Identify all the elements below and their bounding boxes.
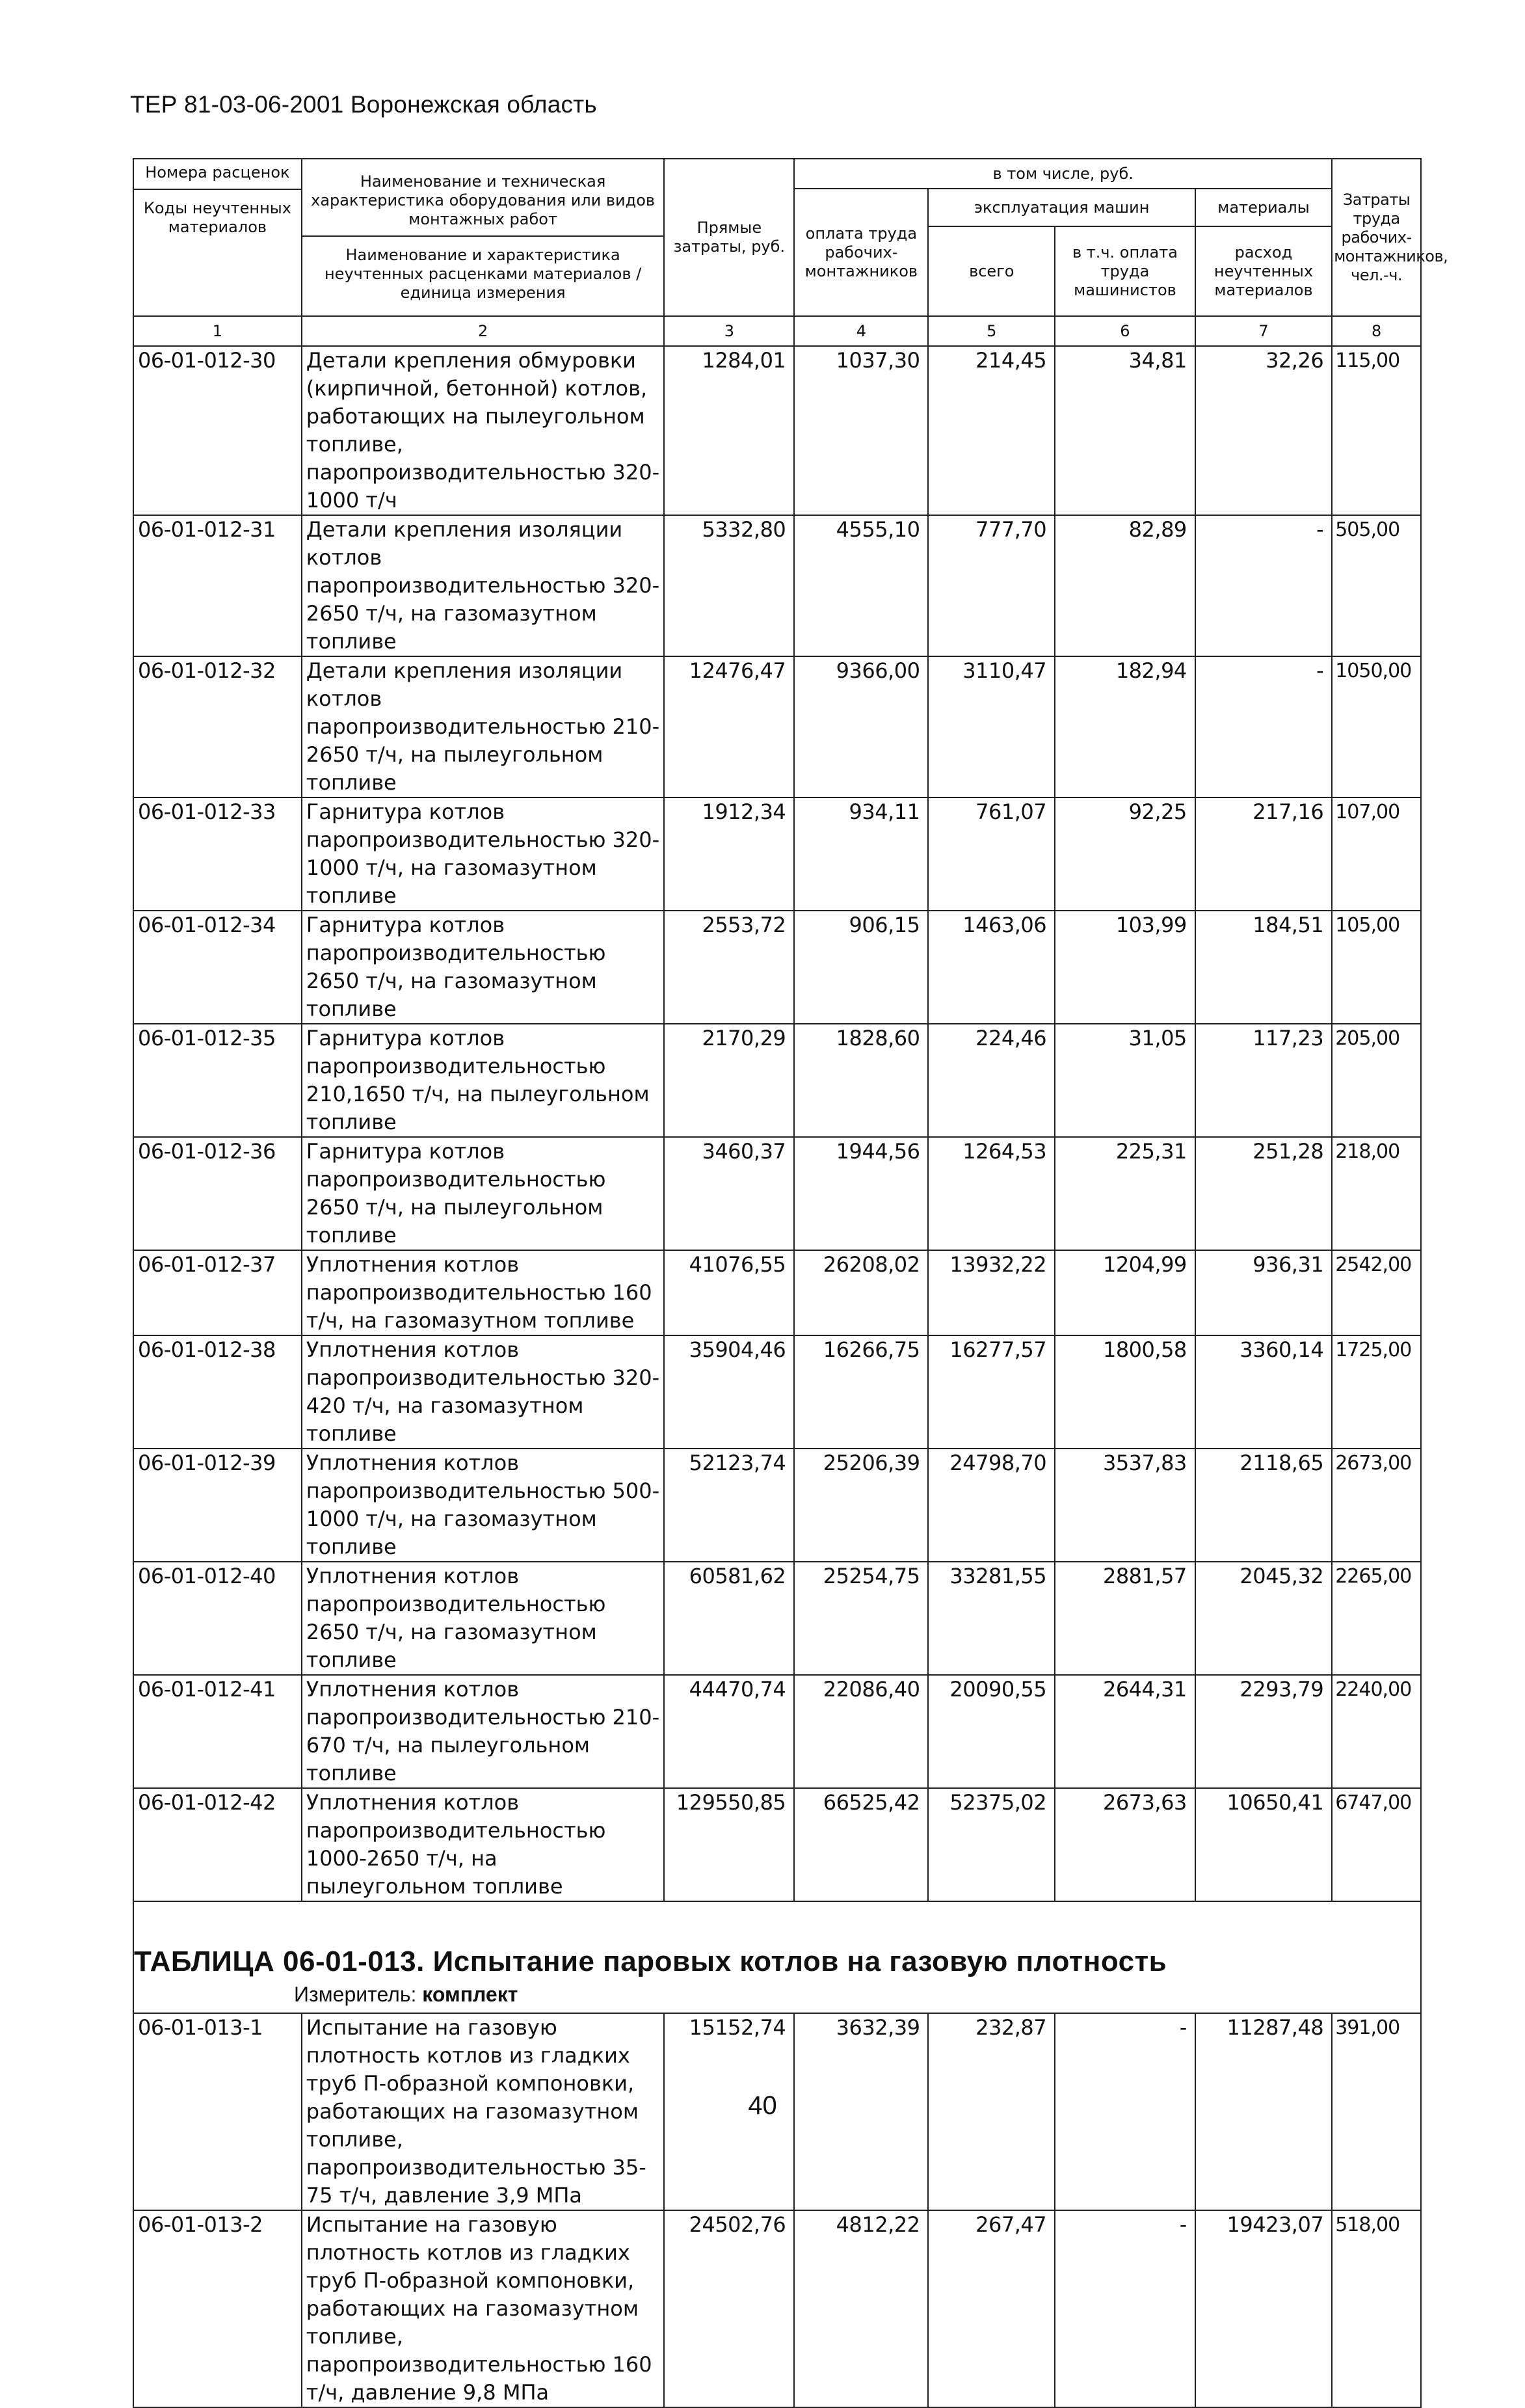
document-header: ТЕР 81-03-06-2001 Воронежская область xyxy=(130,91,597,118)
materials-cost: - xyxy=(1195,515,1332,656)
worker-pay: 66525,42 xyxy=(794,1788,928,1901)
section-title-block xyxy=(133,1901,1421,2013)
materials-cost: 251,28 xyxy=(1195,1137,1332,1250)
materials-cost: 19423,07 xyxy=(1195,2210,1332,2407)
machines-total: 214,45 xyxy=(928,346,1055,515)
column-number: 8 xyxy=(1332,316,1421,346)
rate-code: 06-01-012-31 xyxy=(133,515,302,656)
worker-pay: 26208,02 xyxy=(794,1250,928,1335)
work-description: Гарнитура котлов паропроизводительностью 320-1000 т/ч, на газомазутном топливе xyxy=(302,797,665,911)
table-header xyxy=(133,159,1448,346)
operator-pay: - xyxy=(1055,2210,1195,2407)
materials-cost: 11287,48 xyxy=(1195,2013,1332,2210)
header-material-codes: Коды неучтенных материалов xyxy=(143,199,291,236)
header-work-name: Наименование и техническая характеристика оборудования или видов монтажных работ xyxy=(302,168,664,237)
operator-pay: 3537,83 xyxy=(1055,1449,1195,1562)
header-materials: материалы xyxy=(1195,189,1332,226)
direct-costs: 2170,29 xyxy=(664,1024,794,1137)
operator-pay: 2644,31 xyxy=(1055,1675,1195,1788)
operator-pay: 182,94 xyxy=(1055,656,1195,797)
labor-hours: 6747,00 xyxy=(1332,1788,1421,1901)
rate-code: 06-01-012-40 xyxy=(133,1562,302,1675)
labor-hours: 2673,00 xyxy=(1332,1449,1421,1562)
materials-cost: 184,51 xyxy=(1195,911,1332,1024)
work-description: Уплотнения котлов паропроизводительностью 2650 т/ч, на газомазутном топливе xyxy=(302,1562,665,1675)
rate-code: 06-01-012-35 xyxy=(133,1024,302,1137)
column-number: 6 xyxy=(1055,316,1195,346)
worker-pay: 16266,75 xyxy=(794,1335,928,1449)
direct-costs: 41076,55 xyxy=(664,1250,794,1335)
worker-pay: 1828,60 xyxy=(794,1024,928,1137)
labor-hours: 505,00 xyxy=(1332,515,1421,656)
header-labor-hours: Затраты труда рабочих-монтажников, чел.-ч. xyxy=(1332,159,1421,316)
work-description: Гарнитура котлов паропроизводительностью 2650 т/ч, на пылеугольном топливе xyxy=(302,1137,665,1250)
column-number: 2 xyxy=(302,316,665,346)
operator-pay: 34,81 xyxy=(1055,346,1195,515)
section-title-cell xyxy=(133,1941,1421,2013)
worker-pay: 25206,39 xyxy=(794,1449,928,1562)
rate-code: 06-01-012-36 xyxy=(133,1137,302,1250)
work-description: Гарнитура котлов паропроизводительностью 2650 т/ч, на газомазутном топливе xyxy=(302,911,665,1024)
table-row xyxy=(133,1137,1421,1250)
work-description: Гарнитура котлов паропроизводительностью 210,1650 т/ч, на пылеугольном топливе xyxy=(302,1024,665,1137)
materials-cost: 2118,65 xyxy=(1195,1449,1332,1562)
unit-value: комплект xyxy=(422,1983,518,2006)
materials-cost: 32,26 xyxy=(1195,346,1332,515)
operator-pay: 1800,58 xyxy=(1055,1335,1195,1449)
rate-code: 06-01-012-41 xyxy=(133,1675,302,1788)
rate-code: 06-01-012-39 xyxy=(133,1449,302,1562)
operator-pay: 2673,63 xyxy=(1055,1788,1195,1901)
work-description: Испытание на газовую плотность котлов из гладких труб П-образной компоновки, работающих на газомазутном топливе, паропроизводительностью 35-75 т/ч, давление 3,9 МПа xyxy=(302,2013,665,2210)
table-row xyxy=(133,1675,1421,1788)
work-description: Уплотнения котлов паропроизводительностью 1000-2650 т/ч, на пылеугольном топливе xyxy=(302,1788,665,1901)
direct-costs: 24502,76 xyxy=(664,2210,794,2407)
labor-hours: 1050,00 xyxy=(1332,656,1421,797)
worker-pay: 1944,56 xyxy=(794,1137,928,1250)
operator-pay: - xyxy=(1055,2013,1195,2210)
rate-code: 06-01-012-30 xyxy=(133,346,302,515)
materials-cost: 2293,79 xyxy=(1195,1675,1332,1788)
machines-total: 52375,02 xyxy=(928,1788,1055,1901)
header-rate-numbers: Номера расценок xyxy=(134,159,301,190)
header-in-total: в том числе, руб. xyxy=(794,159,1332,189)
direct-costs: 12476,47 xyxy=(664,656,794,797)
materials-cost: - xyxy=(1195,656,1332,797)
header-unaccounted-materials: расход неучтенных материалов xyxy=(1195,226,1332,316)
column-number-row xyxy=(133,316,1421,346)
direct-costs: 60581,62 xyxy=(664,1562,794,1675)
header-machines-total: всего xyxy=(928,226,1055,316)
direct-costs: 5332,80 xyxy=(664,515,794,656)
table-row xyxy=(133,1024,1421,1137)
rate-code: 06-01-013-1 xyxy=(133,2013,302,2210)
machines-total: 13932,22 xyxy=(928,1250,1055,1335)
machines-total: 33281,55 xyxy=(928,1562,1055,1675)
machines-total: 1463,06 xyxy=(928,911,1055,1024)
table-row xyxy=(133,656,1421,797)
operator-pay: 1204,99 xyxy=(1055,1250,1195,1335)
machines-total: 777,70 xyxy=(928,515,1055,656)
labor-hours: 518,00 xyxy=(1332,2210,1421,2407)
column-number: 4 xyxy=(794,316,928,346)
table-row xyxy=(133,1250,1421,1335)
machines-total: 224,46 xyxy=(928,1024,1055,1137)
machines-total: 16277,57 xyxy=(928,1335,1055,1449)
materials-cost: 3360,14 xyxy=(1195,1335,1332,1449)
table-row xyxy=(133,1449,1421,1562)
machines-total: 20090,55 xyxy=(928,1675,1055,1788)
materials-cost: 217,16 xyxy=(1195,797,1332,911)
header-cell-names xyxy=(302,159,665,316)
unit-of-measure xyxy=(134,1975,1420,2013)
operator-pay: 103,99 xyxy=(1055,911,1195,1024)
direct-costs: 1284,01 xyxy=(664,346,794,515)
worker-pay: 22086,40 xyxy=(794,1675,928,1788)
worker-pay: 4555,10 xyxy=(794,515,928,656)
worker-pay: 1037,30 xyxy=(794,346,928,515)
labor-hours: 391,00 xyxy=(1332,2013,1421,2210)
labor-hours: 218,00 xyxy=(1332,1137,1421,1250)
labor-hours: 2542,00 xyxy=(1332,1250,1421,1335)
labor-hours: 1725,00 xyxy=(1332,1335,1421,1449)
labor-hours: 2265,00 xyxy=(1332,1562,1421,1675)
worker-pay: 25254,75 xyxy=(794,1562,928,1675)
operator-pay: 2881,57 xyxy=(1055,1562,1195,1675)
machines-total: 24798,70 xyxy=(928,1449,1055,1562)
table-row xyxy=(133,1335,1421,1449)
rate-code: 06-01-012-34 xyxy=(133,911,302,1024)
rate-code: 06-01-013-2 xyxy=(133,2210,302,2407)
machines-total: 761,07 xyxy=(928,797,1055,911)
rate-code: 06-01-012-32 xyxy=(133,656,302,797)
operator-pay: 31,05 xyxy=(1055,1024,1195,1137)
header-direct-costs: Прямые затраты, руб. xyxy=(664,159,794,316)
column-number: 5 xyxy=(928,316,1055,346)
worker-pay: 9366,00 xyxy=(794,656,928,797)
header-worker-pay: оплата труда рабочих-монтажников xyxy=(794,189,928,316)
header-machines: эксплуатация машин xyxy=(928,189,1195,226)
materials-cost: 936,31 xyxy=(1195,1250,1332,1335)
labor-hours: 2240,00 xyxy=(1332,1675,1421,1788)
direct-costs: 3460,37 xyxy=(664,1137,794,1250)
direct-costs: 1912,34 xyxy=(664,797,794,911)
table-row xyxy=(133,346,1421,515)
worker-pay: 3632,39 xyxy=(794,2013,928,2210)
column-number: 1 xyxy=(133,316,302,346)
table-row xyxy=(133,797,1421,911)
rate-code: 06-01-012-37 xyxy=(133,1250,302,1335)
section-table-body xyxy=(133,2013,1421,2407)
direct-costs: 15152,74 xyxy=(664,2013,794,2210)
rates-table-body xyxy=(133,346,1421,1901)
header-material-name: Наименование и характеристика неучтенных расценками материалов / единица измерения xyxy=(324,246,642,302)
work-description: Испытание на газовую плотность котлов из гладких труб П-образной компоновки, работающих на газомазутном топливе, паропроизводительностью 160 т/ч, давление 9,8 МПа xyxy=(302,2210,665,2407)
worker-pay: 906,15 xyxy=(794,911,928,1024)
table-row xyxy=(133,1788,1421,1901)
work-description: Детали крепления изоляции котлов паропроизводительностью 210-2650 т/ч, на пылеугольном топливе xyxy=(302,656,665,797)
column-number: 7 xyxy=(1195,316,1332,346)
worker-pay: 4812,22 xyxy=(794,2210,928,2407)
materials-cost: 117,23 xyxy=(1195,1024,1332,1137)
worker-pay: 934,11 xyxy=(794,797,928,911)
table-row xyxy=(133,1562,1421,1675)
direct-costs: 44470,74 xyxy=(664,1675,794,1788)
materials-cost: 10650,41 xyxy=(1195,1788,1332,1901)
labor-hours: 205,00 xyxy=(1332,1024,1421,1137)
machines-total: 1264,53 xyxy=(928,1137,1055,1250)
labor-hours: 107,00 xyxy=(1332,797,1421,911)
work-description: Уплотнения котлов паропроизводительностью 160 т/ч, на газомазутном топливе xyxy=(302,1250,665,1335)
operator-pay: 82,89 xyxy=(1055,515,1195,656)
machines-total: 267,47 xyxy=(928,2210,1055,2407)
rate-code: 06-01-012-33 xyxy=(133,797,302,911)
machines-total: 232,87 xyxy=(928,2013,1055,2210)
work-description: Уплотнения котлов паропроизводительностью 320-420 т/ч, на газомазутном топливе xyxy=(302,1335,665,1449)
direct-costs: 52123,74 xyxy=(664,1449,794,1562)
direct-costs: 129550,85 xyxy=(664,1788,794,1901)
work-description: Детали крепления обмуровки (кирпичной, бетонной) котлов, работающих на пылеугольном топливе, паропроизводительностью 320-1000 т/ч xyxy=(302,346,665,515)
work-description: Уплотнения котлов паропроизводительностью 210-670 т/ч, на пылеугольном топливе xyxy=(302,1675,665,1788)
rate-code: 06-01-012-42 xyxy=(133,1788,302,1901)
direct-costs: 35904,46 xyxy=(664,1335,794,1449)
header-operator-pay: в т.ч. оплата труда машинистов xyxy=(1055,226,1195,316)
machines-total: 3110,47 xyxy=(928,656,1055,797)
operator-pay: 92,25 xyxy=(1055,797,1195,911)
table-row xyxy=(133,2210,1421,2407)
section-spacer xyxy=(133,1901,1421,1941)
unit-label: Измеритель: xyxy=(294,1983,417,2006)
operator-pay: 225,31 xyxy=(1055,1137,1195,1250)
materials-cost: 2045,32 xyxy=(1195,1562,1332,1675)
table-row xyxy=(133,911,1421,1024)
column-number: 3 xyxy=(664,316,794,346)
labor-hours: 105,00 xyxy=(1332,911,1421,1024)
work-description: Детали крепления изоляции котлов паропроизводительностью 320-2650 т/ч, на газомазутном топливе xyxy=(302,515,665,656)
section-title: ТАБЛИЦА 06-01-013. Испытание паровых котлов на газовую плотность xyxy=(134,1946,1167,1977)
rate-code: 06-01-012-38 xyxy=(133,1335,302,1449)
work-description: Уплотнения котлов паропроизводительностью 500-1000 т/ч, на газомазутном топливе xyxy=(302,1449,665,1562)
table-row xyxy=(133,515,1421,656)
rates-table xyxy=(133,158,1448,2408)
header-cell-codes xyxy=(133,159,302,316)
direct-costs: 2553,72 xyxy=(664,911,794,1024)
page-number: 40 xyxy=(748,2091,777,2120)
labor-hours: 115,00 xyxy=(1332,346,1421,515)
